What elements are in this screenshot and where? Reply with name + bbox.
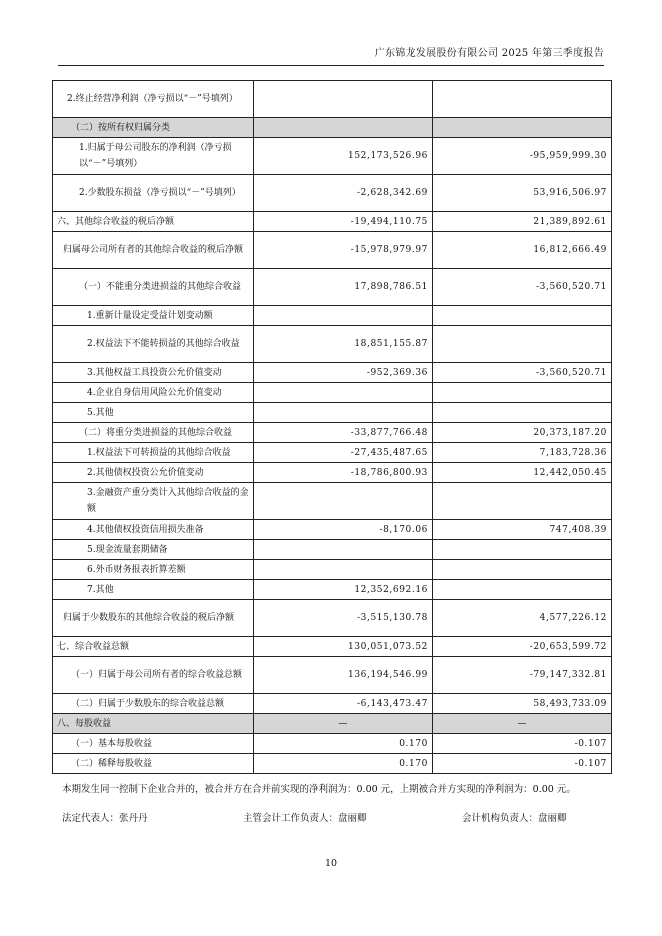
income-statement-table xyxy=(52,80,612,774)
prior-period-value: -0.107 xyxy=(433,734,612,754)
current-period-value: -27,435,487.65 xyxy=(254,443,433,463)
table-row xyxy=(53,734,612,754)
current-period-value xyxy=(254,483,433,520)
current-period-value: -18,786,800.93 xyxy=(254,463,433,483)
table-row xyxy=(53,383,612,403)
row-label: 1.重新计量设定受益计划变动额 xyxy=(53,306,254,326)
row-label: 2.其他债权投资公允价值变动 xyxy=(53,463,254,483)
current-period-value xyxy=(254,540,433,560)
current-period-value: 136,194,546.99 xyxy=(254,657,433,694)
table-row xyxy=(53,118,612,138)
current-period-value: 17,898,786.51 xyxy=(254,269,433,306)
current-period-value xyxy=(254,560,433,580)
table-row xyxy=(53,483,612,520)
current-period-value: -19,494,110.75 xyxy=(254,212,433,232)
prior-period-value: 21,389,892.61 xyxy=(433,212,612,232)
current-period-value: -3,515,130.78 xyxy=(254,600,433,637)
row-label: 2.终止经营净利润（净亏损以“－”号填列） xyxy=(53,81,254,118)
row-label: 六、其他综合收益的税后净额 xyxy=(53,212,254,232)
prior-period-value xyxy=(433,326,612,363)
current-period-value xyxy=(254,306,433,326)
report-header: 广东锦龙发展股份有限公司 2025 年第三季度报告 xyxy=(58,44,604,66)
current-period-value: -6,143,473.47 xyxy=(254,694,433,714)
accounting-dept-head: 会计机构负责人：盘丽卿 xyxy=(462,813,567,824)
table-row xyxy=(53,423,612,443)
table-row xyxy=(53,520,612,540)
prior-period-value xyxy=(433,118,612,138)
row-label: 3.其他权益工具投资公允价值变动 xyxy=(53,363,254,383)
row-label: 5.现金流量套期储备 xyxy=(53,540,254,560)
current-period-value: 12,352,692.16 xyxy=(254,580,433,600)
table-row xyxy=(53,694,612,714)
prior-period-value: 7,183,728.36 xyxy=(433,443,612,463)
current-period-value: -2,628,342.69 xyxy=(254,175,433,212)
current-period-value: -33,877,766.48 xyxy=(254,423,433,443)
row-label: 4.其他债权投资信用损失准备 xyxy=(53,520,254,540)
current-period-value xyxy=(254,403,433,423)
table-row xyxy=(53,600,612,637)
accounting-head: 主管会计工作负责人：盘丽卿 xyxy=(243,813,367,824)
current-period-value: 0.170 xyxy=(254,754,433,774)
table-row xyxy=(53,754,612,774)
row-label: 七、综合收益总额 xyxy=(53,637,254,657)
table-row xyxy=(53,212,612,232)
row-label: 归属母公司所有者的其他综合收益的税后净额 xyxy=(53,232,254,269)
table-row xyxy=(53,306,612,326)
row-label: 2.权益法下不能转损益的其他综合收益 xyxy=(53,326,254,363)
row-label: （一）归属于母公司所有者的综合收益总额 xyxy=(53,657,254,694)
table-row xyxy=(53,443,612,463)
table-row xyxy=(53,580,612,600)
prior-period-value xyxy=(433,306,612,326)
current-period-value: 130,051,073.52 xyxy=(254,637,433,657)
prior-period-value: -95,959,999.30 xyxy=(433,138,612,175)
prior-period-value: 4,577,226.12 xyxy=(433,600,612,637)
table-row xyxy=(53,403,612,423)
current-period-value xyxy=(254,81,433,118)
row-label: （二）归属于少数股东的综合收益总额 xyxy=(53,694,254,714)
row-label: 八、每股收益 xyxy=(53,714,254,734)
row-label: 5.其他 xyxy=(53,403,254,423)
row-label: 2.少数股东损益（净亏损以“－”号填列） xyxy=(53,175,254,212)
prior-period-value: -0.107 xyxy=(433,754,612,774)
prior-period-value xyxy=(433,580,612,600)
prior-period-value: 16,812,666.49 xyxy=(433,232,612,269)
prior-period-value xyxy=(433,540,612,560)
table-row xyxy=(53,637,612,657)
current-period-value: — xyxy=(254,714,433,734)
table-row xyxy=(53,363,612,383)
row-label: （二）将重分类进损益的其他综合收益 xyxy=(53,423,254,443)
prior-period-value xyxy=(433,483,612,520)
table-row xyxy=(53,81,612,118)
merger-note: 本期发生同一控制下企业合并的，被合并方在合并前实现的净利润为：0.00 元，上期被合并方实现的净利润为：0.00 元。 xyxy=(62,784,576,795)
prior-period-value: -3,560,520.71 xyxy=(433,269,612,306)
row-label: 4.企业自身信用风险公允价值变动 xyxy=(53,383,254,403)
current-period-value: 0.170 xyxy=(254,734,433,754)
table-row xyxy=(53,326,612,363)
current-period-value: -952,369.36 xyxy=(254,363,433,383)
row-label: 归属于少数股东的其他综合收益的税后净额 xyxy=(53,600,254,637)
table-row xyxy=(53,560,612,580)
current-period-value: -15,978,979.97 xyxy=(254,232,433,269)
current-period-value xyxy=(254,118,433,138)
row-label: （二）稀释每股收益 xyxy=(53,754,254,774)
prior-period-value xyxy=(433,81,612,118)
prior-period-value: — xyxy=(433,714,612,734)
prior-period-value: 58,493,733.09 xyxy=(433,694,612,714)
prior-period-value: 12,442,050.45 xyxy=(433,463,612,483)
row-label: 6.外币财务报表折算差额 xyxy=(53,560,254,580)
legal-representative: 法定代表人：张丹丹 xyxy=(62,813,148,824)
row-label: 7.其他 xyxy=(53,580,254,600)
row-label: （二）按所有权归属分类 xyxy=(53,118,254,138)
prior-period-value: 747,408.39 xyxy=(433,520,612,540)
current-period-value: 18,851,155.87 xyxy=(254,326,433,363)
table-row xyxy=(53,463,612,483)
prior-period-value xyxy=(433,560,612,580)
prior-period-value: -20,653,599.72 xyxy=(433,637,612,657)
current-period-value: 152,173,526.96 xyxy=(254,138,433,175)
table-row xyxy=(53,714,612,734)
current-period-value: -8,170.06 xyxy=(254,520,433,540)
row-label: （一）不能重分类进损益的其他综合收益 xyxy=(53,269,254,306)
row-label: 1.权益法下可转损益的其他综合收益 xyxy=(53,443,254,463)
prior-period-value: 20,373,187.20 xyxy=(433,423,612,443)
prior-period-value: 53,916,506.97 xyxy=(433,175,612,212)
prior-period-value xyxy=(433,383,612,403)
table-row xyxy=(53,232,612,269)
page-number: 10 xyxy=(324,858,338,869)
table-row xyxy=(53,269,612,306)
prior-period-value xyxy=(433,403,612,423)
current-period-value xyxy=(254,383,433,403)
prior-period-value: -79,147,332.81 xyxy=(433,657,612,694)
table-row xyxy=(53,657,612,694)
row-label: （一）基本每股收益 xyxy=(53,734,254,754)
table-row xyxy=(53,138,612,175)
table-row xyxy=(53,540,612,560)
table-row xyxy=(53,175,612,212)
row-label: 1.归属于母公司股东的净利润（净亏损以“－”号填列） xyxy=(53,138,254,175)
row-label: 3.金融资产重分类计入其他综合收益的金额 xyxy=(53,483,254,520)
prior-period-value: -3,560,520.71 xyxy=(433,363,612,383)
